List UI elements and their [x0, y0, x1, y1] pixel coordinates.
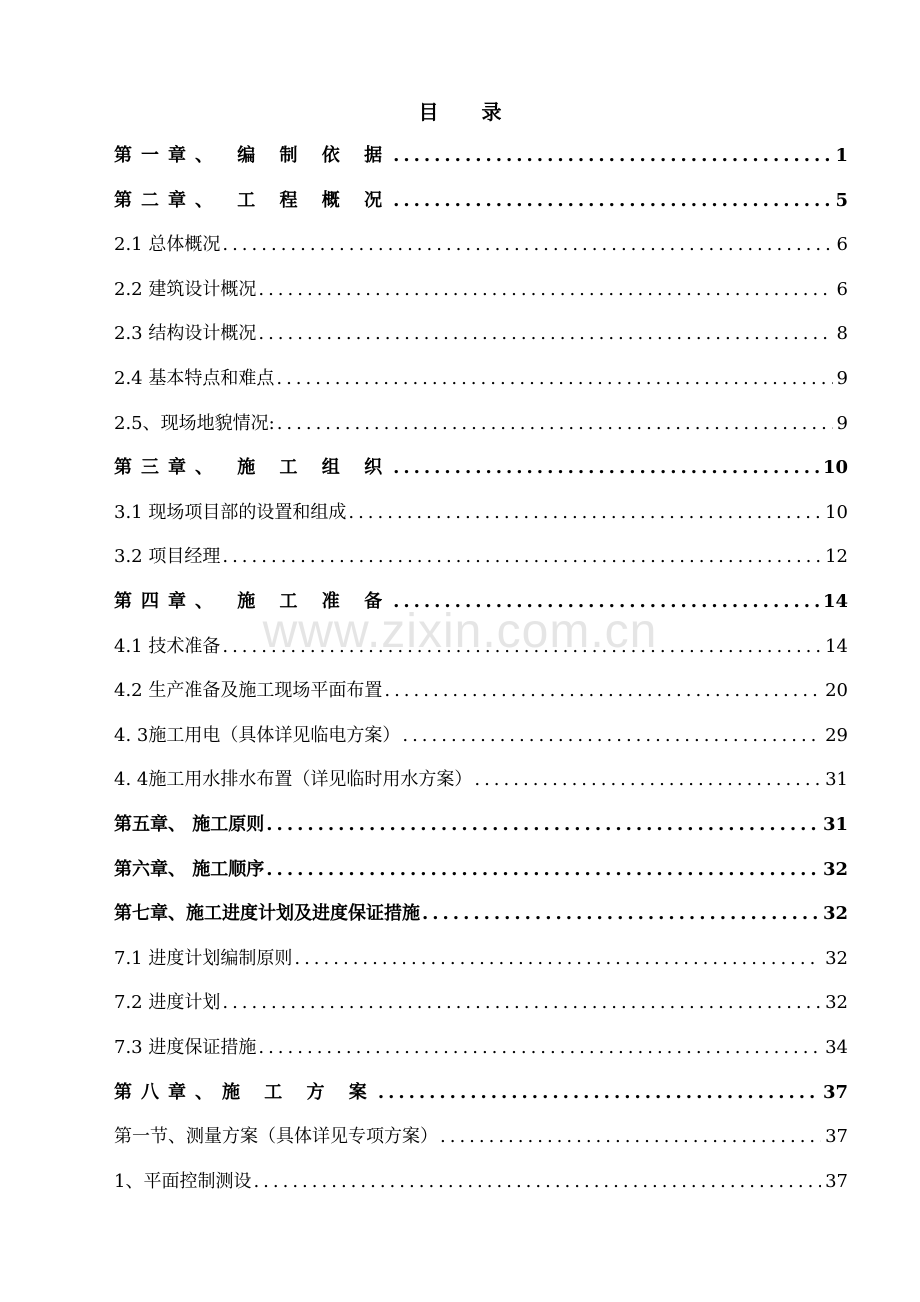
toc-entry[interactable] — [114, 498, 848, 528]
toc-entry[interactable] — [114, 1033, 848, 1063]
dot-leader — [258, 1033, 821, 1063]
dot-leader — [266, 810, 819, 840]
dot-leader — [393, 587, 819, 617]
toc-entry-title: 3.2 项目经理 — [114, 546, 221, 567]
toc-entry-title: 第一章、 编 制 依 据 — [114, 145, 392, 166]
dot-leader — [222, 542, 821, 572]
toc-entry-title: 7.3 进度保证措施 — [114, 1037, 257, 1058]
toc-entry-page-number: 12 — [825, 546, 848, 567]
dot-leader — [474, 765, 821, 795]
toc-entry-title: 2.2 建筑设计概况 — [114, 279, 257, 300]
toc-entry[interactable] — [114, 1078, 848, 1108]
toc-entry-title: 4. 3施工用电（具体详见临电方案） — [114, 725, 401, 746]
dot-leader — [266, 855, 819, 885]
toc-entry-page-number: 9 — [836, 413, 848, 434]
dot-leader — [393, 453, 819, 483]
dot-leader — [440, 1122, 821, 1152]
toc-entry-title: 7.1 进度计划编制原则 — [114, 948, 293, 969]
toc-entry-page-number: 31 — [822, 814, 848, 835]
toc-entry[interactable] — [114, 632, 848, 662]
watermark: www.zixin.com.cn — [262, 605, 658, 658]
toc-entry-page-number: 32 — [825, 948, 848, 969]
toc-entry-page-number: 8 — [836, 323, 848, 344]
toc-entry-title: 4. 4施工用水排水布置（详见临时用水方案） — [114, 769, 473, 790]
toc-entry-page-number: 20 — [825, 680, 848, 701]
toc-entry-page-number: 32 — [825, 992, 848, 1013]
toc-entry-page-number: 10 — [825, 502, 848, 523]
dot-leader — [294, 944, 821, 974]
toc-entry[interactable] — [114, 1122, 848, 1152]
toc-entry-title: 3.1 现场项目部的设置和组成 — [114, 502, 347, 523]
toc-entry-page-number: 14 — [822, 591, 848, 612]
dot-leader — [222, 230, 832, 260]
toc-entry-title: 第四章、 施 工 准 备 — [114, 591, 392, 612]
toc-entry[interactable] — [114, 542, 848, 572]
toc-entry[interactable] — [114, 988, 848, 1018]
dot-leader — [276, 364, 832, 394]
toc-entry[interactable] — [114, 676, 848, 706]
toc-title: 目 录 — [418, 100, 520, 124]
toc-entry[interactable] — [114, 1167, 848, 1197]
dot-leader — [402, 721, 821, 751]
dot-leader — [253, 1167, 821, 1197]
toc-entry-title: 2.4 基本特点和难点 — [114, 368, 275, 389]
toc-entry[interactable] — [114, 899, 848, 929]
toc-entry[interactable] — [114, 765, 848, 795]
toc-entry-title: 第七章、施工进度计划及进度保证措施 — [114, 903, 420, 924]
toc-entry-title: 第五章、 施工原则 — [114, 814, 265, 835]
dot-leader — [348, 498, 821, 528]
toc-entry-page-number: 31 — [825, 769, 848, 790]
toc-entry-page-number: 32 — [822, 903, 848, 924]
toc-entry[interactable] — [114, 319, 848, 349]
toc-entry[interactable] — [114, 587, 848, 617]
dot-leader — [393, 141, 831, 171]
dot-leader — [258, 319, 832, 349]
dot-leader — [384, 676, 821, 706]
toc-entry[interactable] — [114, 186, 848, 216]
toc-entry-page-number: 37 — [825, 1171, 848, 1192]
toc-entry-title: 第一节、测量方案（具体详见专项方案） — [114, 1126, 438, 1147]
toc-entry-page-number: 14 — [825, 636, 848, 657]
toc-entry[interactable] — [114, 230, 848, 260]
toc-entry-title: 第三章、 施 工 组 织 — [114, 457, 392, 478]
toc-entry-page-number: 10 — [822, 457, 848, 478]
dot-leader — [393, 186, 831, 216]
toc-entry-page-number: 29 — [825, 725, 848, 746]
dot-leader — [277, 409, 833, 439]
toc-entry-title: 1、平面控制测设 — [114, 1171, 252, 1192]
toc-entry-page-number: 5 — [835, 190, 848, 211]
toc-entry[interactable] — [114, 409, 848, 439]
toc-entry-title: 第八章、施 工 方 案 — [114, 1082, 376, 1103]
toc-entry-page-number: 34 — [825, 1037, 848, 1058]
toc-entry[interactable] — [114, 810, 848, 840]
toc-entry-title: 第六章、 施工顺序 — [114, 859, 265, 880]
dot-leader — [258, 275, 832, 305]
toc-entry-page-number: 1 — [835, 145, 848, 166]
toc-entry[interactable] — [114, 141, 848, 171]
dot-leader — [222, 632, 821, 662]
toc-entry-page-number: 6 — [836, 279, 848, 300]
toc-entry[interactable] — [114, 275, 848, 305]
toc-entry[interactable] — [114, 855, 848, 885]
toc-entry-page-number: 37 — [822, 1082, 848, 1103]
toc-entry-page-number: 32 — [822, 859, 848, 880]
toc-entry[interactable] — [114, 944, 848, 974]
toc-entry-page-number: 6 — [836, 234, 848, 255]
toc-entry-title: 4.1 技术准备 — [114, 636, 221, 657]
toc-entry-title: 第二章、 工 程 概 况 — [114, 190, 392, 211]
toc-entry-title: 2.1 总体概况 — [114, 234, 221, 255]
toc-entry-title: 7.2 进度计划 — [114, 992, 221, 1013]
toc-entry[interactable] — [114, 364, 848, 394]
toc-entry-page-number: 9 — [836, 368, 848, 389]
toc-entry-title: 4.2 生产准备及施工现场平面布置 — [114, 680, 383, 701]
dot-leader — [222, 988, 821, 1018]
toc-entry-title: 2.5、现场地貌情况: — [114, 413, 275, 434]
toc-entry-page-number: 37 — [825, 1126, 848, 1147]
toc-entry[interactable] — [114, 453, 848, 483]
toc-entry-title: 2.3 结构设计概况 — [114, 323, 257, 344]
dot-leader — [378, 1078, 819, 1108]
dot-leader — [422, 899, 819, 929]
toc-entry[interactable] — [114, 721, 848, 751]
